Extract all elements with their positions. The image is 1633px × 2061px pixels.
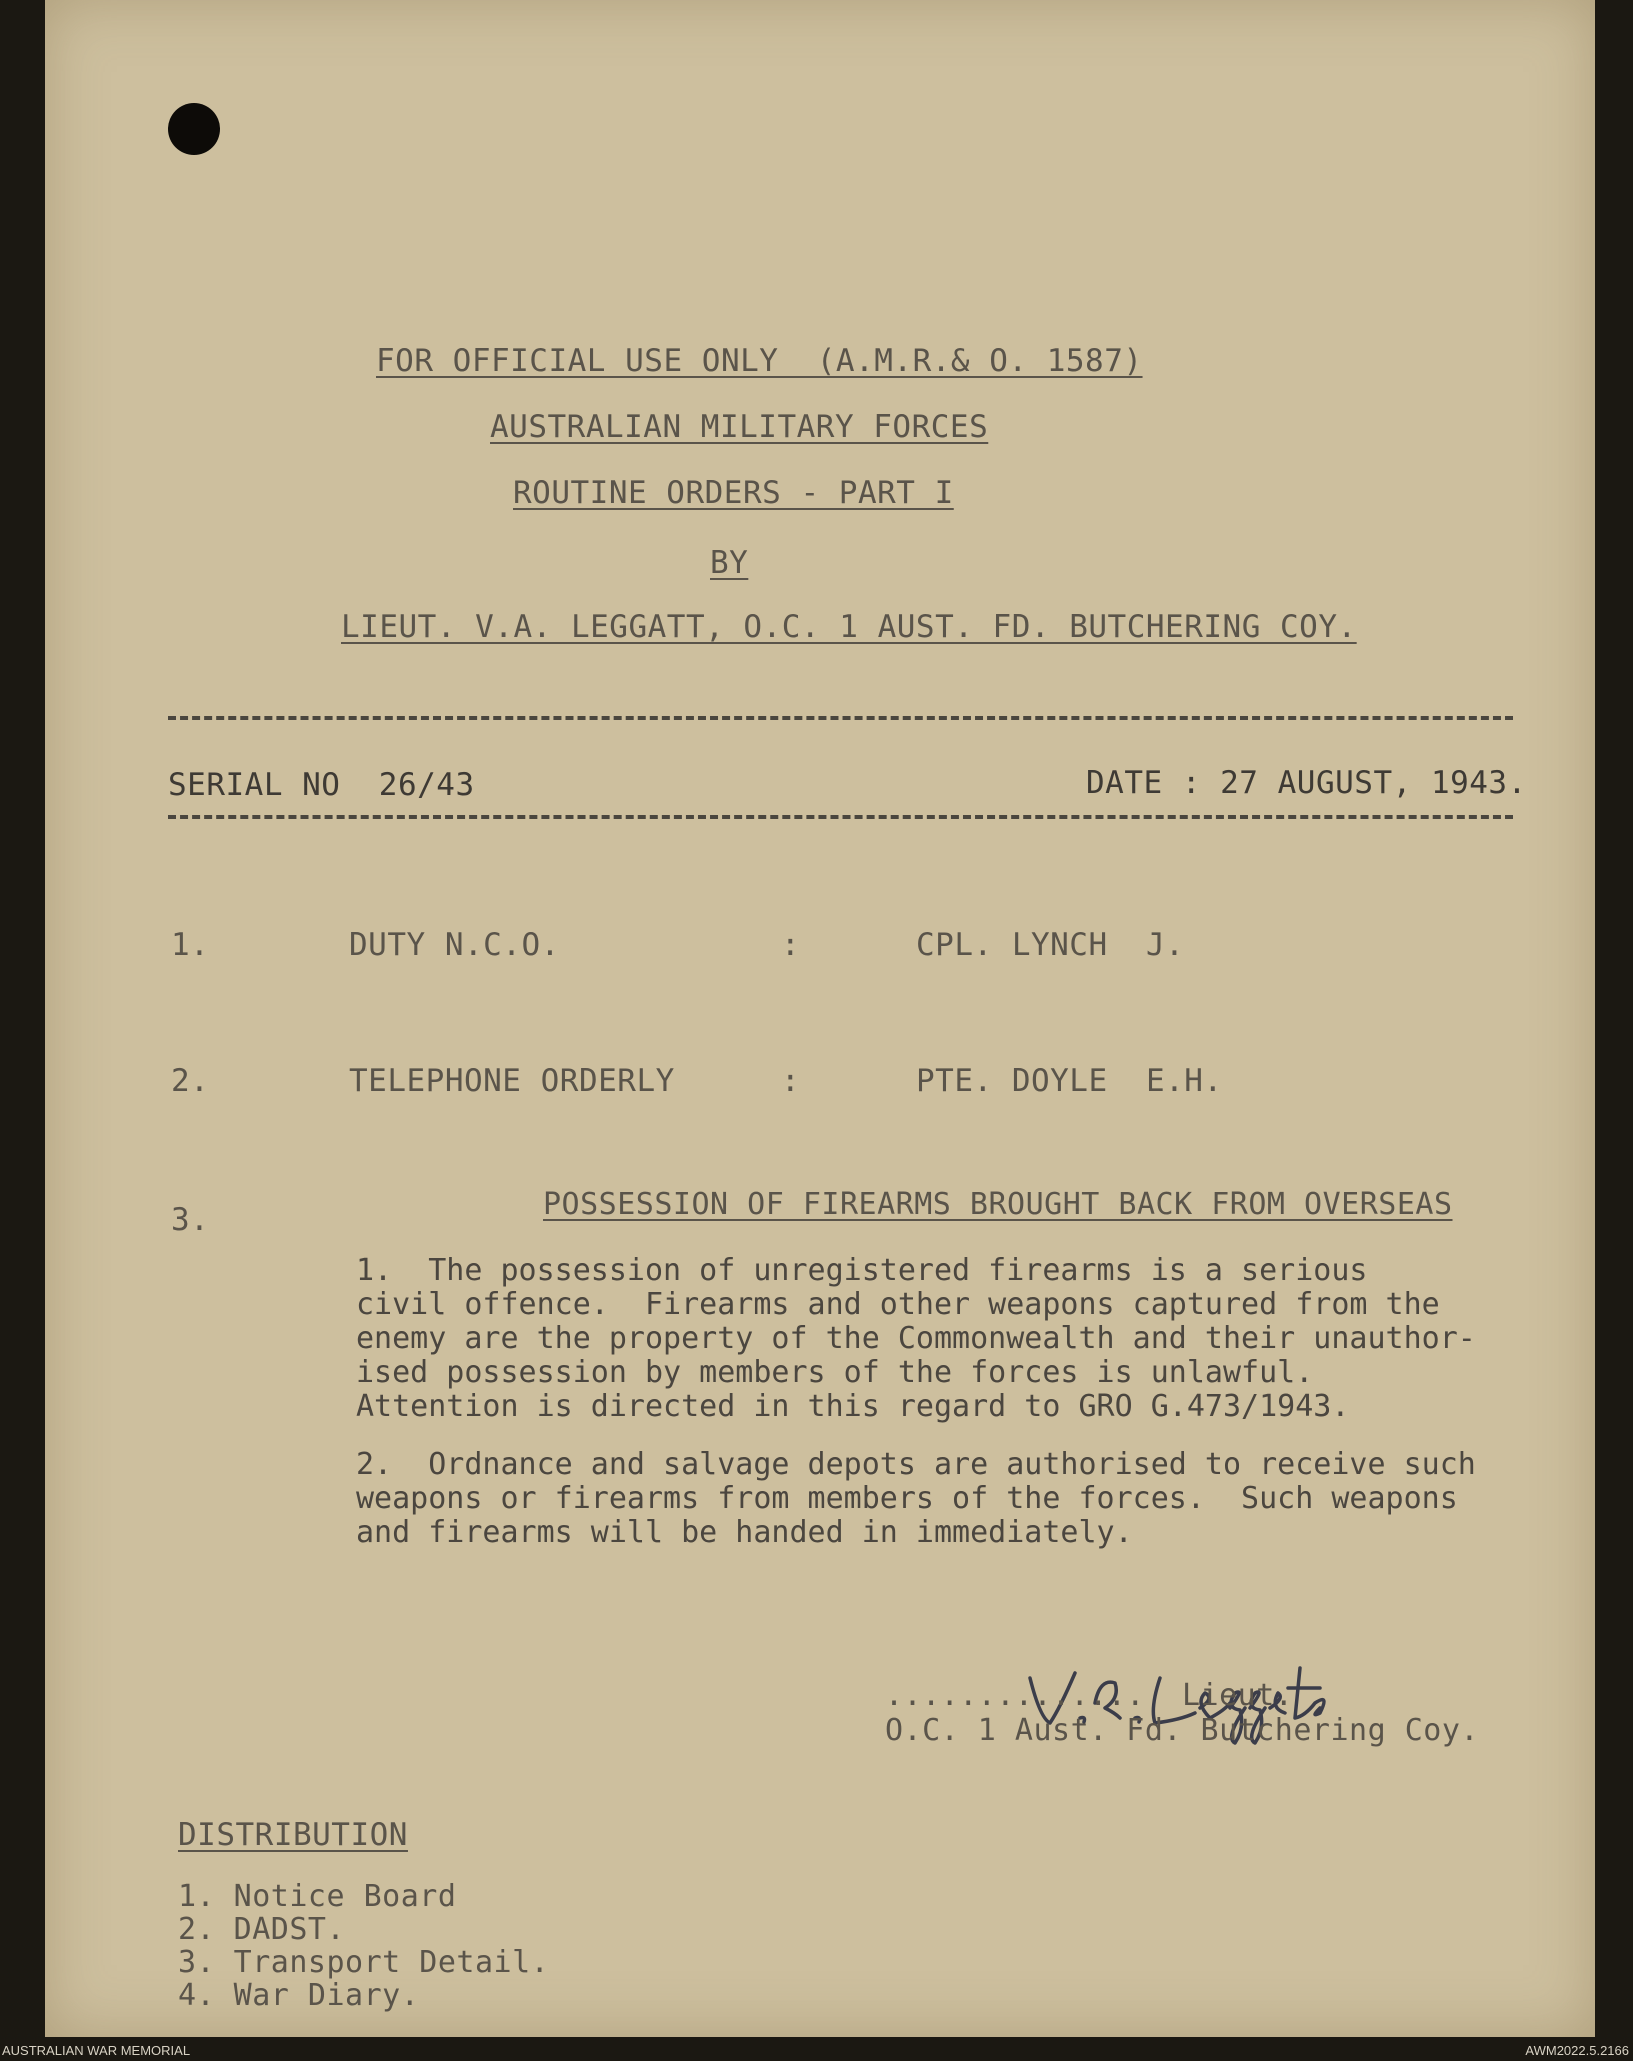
- divider-top: [168, 716, 1513, 720]
- para-2-line-1: 2. Ordnance and salvage depots are authorised to receive such: [356, 1447, 1476, 1482]
- punch-hole: [168, 103, 220, 155]
- distribution-item: 1. Notice Board: [178, 1879, 457, 1914]
- item-1-separator: :: [781, 927, 801, 963]
- distribution-heading: DISTRIBUTION: [178, 1817, 408, 1853]
- para-1-line-1: 1. The possession of unregistered firearms is a serious: [356, 1253, 1368, 1288]
- header-military-forces: AUSTRALIAN MILITARY FORCES: [490, 409, 989, 445]
- header-routine-orders: ROUTINE ORDERS - PART I: [513, 475, 954, 511]
- para-1-line-3: enemy are the property of the Commonwealth and their unauthor-: [356, 1321, 1476, 1356]
- divider-bottom: [168, 815, 1513, 819]
- footer-institution: AUSTRALIAN WAR MEMORIAL: [2, 2043, 191, 2058]
- signature-title: O.C. 1 Aust. Fd. Butchering Coy.: [885, 1713, 1479, 1748]
- distribution-item: 4. War Diary.: [178, 1978, 420, 2013]
- item-3-number: 3.: [171, 1202, 210, 1238]
- distribution-item: 3. Transport Detail.: [178, 1945, 550, 1980]
- order-date: DATE : 27 AUGUST, 1943.: [1086, 765, 1527, 801]
- header-issuer: LIEUT. V.A. LEGGATT, O.C. 1 AUST. FD. BUTCHERING COY.: [341, 609, 1357, 645]
- item-2-separator: :: [781, 1063, 801, 1099]
- item-1-label: DUTY N.C.O.: [349, 927, 560, 963]
- document-page: [45, 0, 1595, 2037]
- footer-accession-number: AWM2022.5.2166: [1525, 2043, 1629, 2058]
- item-3-heading: POSSESSION OF FIREARMS BROUGHT BACK FROM OVERSEAS: [543, 1187, 1453, 1222]
- para-1-line-5: Attention is directed in this regard to GRO G.473/1943.: [356, 1389, 1350, 1424]
- header-by: BY: [710, 545, 749, 581]
- serial-number: SERIAL NO 26/43: [168, 767, 475, 803]
- para-2-line-3: and firearms will be handed in immediately.: [356, 1515, 1133, 1550]
- distribution-item: 2. DADST.: [178, 1912, 346, 1947]
- signature-line: .............. Lieut.: [885, 1678, 1294, 1713]
- para-2-line-2: weapons or firearms from members of the forces. Such weapons: [356, 1481, 1458, 1516]
- item-1-number: 1.: [171, 927, 210, 963]
- item-2-label: TELEPHONE ORDERLY: [349, 1063, 675, 1099]
- header-official-use: FOR OFFICIAL USE ONLY (A.M.R.& O. 1587): [376, 343, 1143, 379]
- para-1-line-4: ised possession by members of the forces is unlawful.: [356, 1355, 1314, 1390]
- item-2-value: PTE. DOYLE E.H.: [916, 1063, 1223, 1099]
- para-1-line-2: civil offence. Firearms and other weapons captured from the: [356, 1287, 1440, 1322]
- item-1-value: CPL. LYNCH J.: [916, 927, 1185, 963]
- item-2-number: 2.: [171, 1063, 210, 1099]
